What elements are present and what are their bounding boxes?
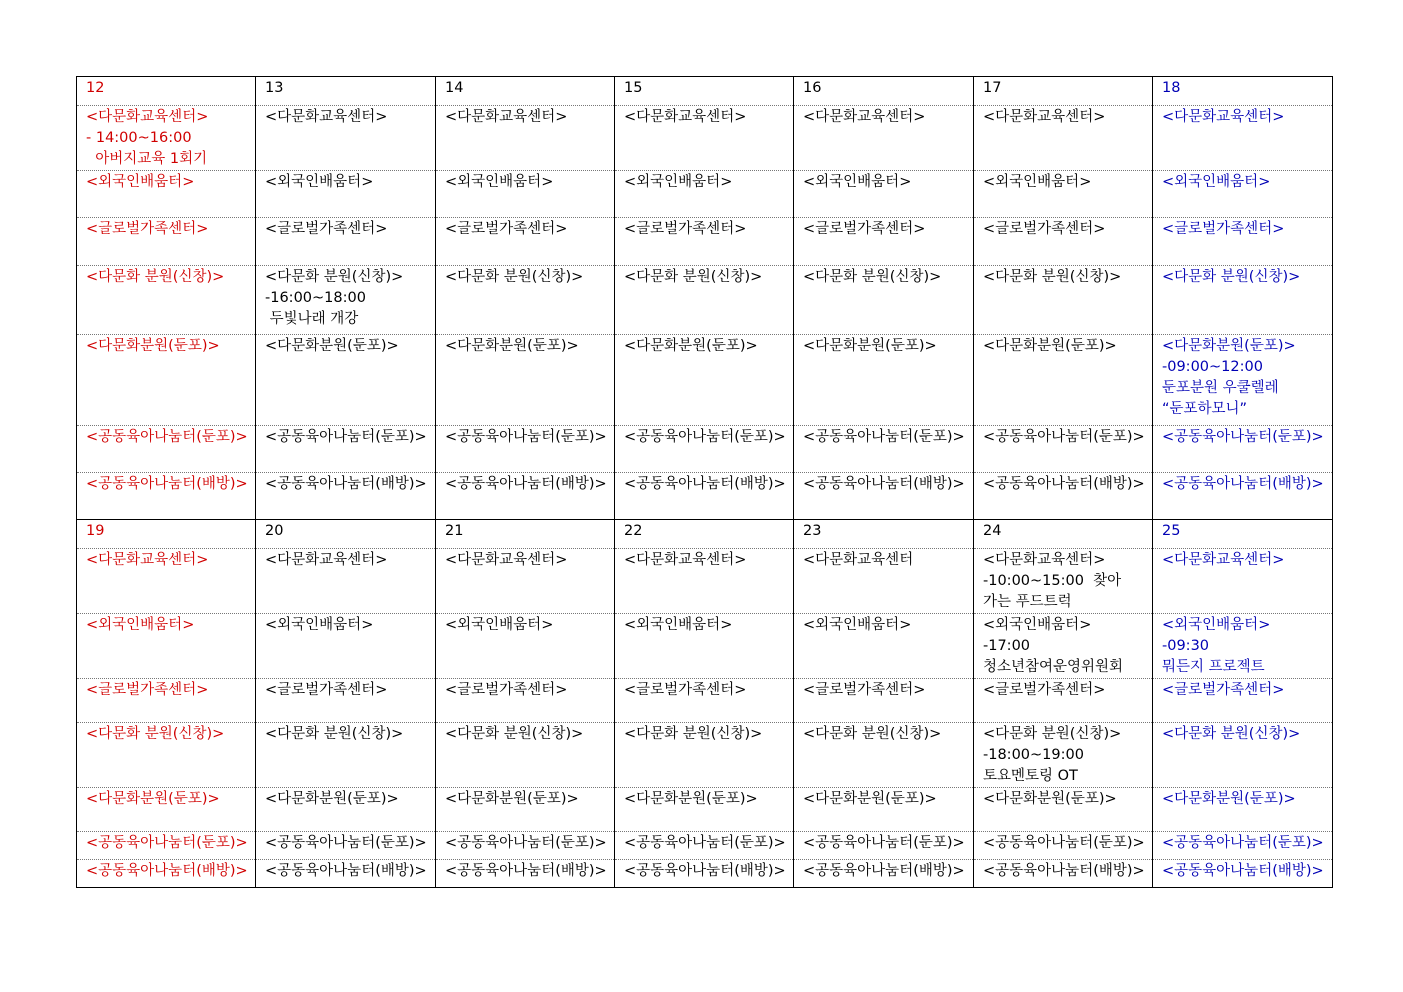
- schedule-cell: [974, 218, 1153, 266]
- schedule-cell: [794, 266, 974, 335]
- program-name: <외국인배움터>: [1162, 174, 1271, 190]
- program-name: <다문화교육센터>: [803, 109, 926, 125]
- calendar-table: [76, 76, 1333, 888]
- schedule-cell: [1153, 832, 1333, 860]
- schedule-cell: [256, 549, 436, 614]
- schedule-cell: [974, 426, 1153, 473]
- program-name: <다문화 분원(신창)>: [624, 269, 763, 285]
- schedule-cell: [1153, 679, 1333, 723]
- program-name: <다문화교육센터>: [265, 552, 388, 568]
- program-detail: 토요멘토링 OT: [983, 768, 1078, 784]
- program-row: [77, 473, 1333, 520]
- schedule-cell: [77, 788, 256, 832]
- schedule-cell: [436, 106, 615, 171]
- program-name: <다문화교육센터>: [983, 552, 1106, 568]
- schedule-cell: [974, 266, 1153, 335]
- program-name: <외국인배움터>: [624, 174, 733, 190]
- program-name: <다문화분원(둔포)>: [803, 338, 937, 354]
- program-name: <공동육아나눔터(배방)>: [86, 476, 248, 492]
- program-name: <다문화분원(둔포)>: [624, 791, 758, 807]
- program-name: <외국인배움터>: [265, 617, 374, 633]
- program-name: <다문화 분원(신창)>: [803, 269, 942, 285]
- program-name: <공동육아나눔터(둔포)>: [803, 429, 965, 445]
- program-detail: 둔포분원 우쿨렐레: [1162, 380, 1279, 396]
- schedule-cell: [256, 860, 436, 888]
- schedule-cell: [256, 614, 436, 679]
- program-row: [77, 106, 1333, 171]
- date-cell: 21: [436, 520, 615, 549]
- program-name: <다문화교육센터>: [86, 552, 209, 568]
- program-detail: -17:00: [983, 638, 1031, 654]
- program-name: <공동육아나눔터(둔포)>: [1162, 429, 1324, 445]
- schedule-cell: [1153, 266, 1333, 335]
- program-name: <다문화 분원(신창)>: [445, 269, 584, 285]
- schedule-cell: [794, 426, 974, 473]
- program-name: <외국인배움터>: [803, 174, 912, 190]
- schedule-cell: [77, 266, 256, 335]
- schedule-cell: [256, 679, 436, 723]
- program-row: [77, 832, 1333, 860]
- schedule-cell: [974, 549, 1153, 614]
- program-name: <외국인배움터>: [86, 617, 195, 633]
- schedule-cell: [794, 679, 974, 723]
- program-row: [77, 723, 1333, 788]
- schedule-cell: [974, 171, 1153, 218]
- program-name: <글로벌가족센터>: [803, 682, 926, 698]
- schedule-cell: [615, 266, 794, 335]
- program-detail: -18:00~19:00: [983, 747, 1084, 763]
- program-detail: -16:00~18:00: [265, 290, 366, 306]
- schedule-cell: [615, 171, 794, 218]
- schedule-cell: [256, 473, 436, 520]
- schedule-cell: [436, 266, 615, 335]
- schedule-cell: [77, 723, 256, 788]
- program-name: <공동육아나눔터(배방)>: [803, 863, 965, 879]
- program-name: <글로벌가족센터>: [1162, 221, 1285, 237]
- program-name: <다문화교육센터>: [445, 552, 568, 568]
- program-name: <다문화분원(둔포)>: [803, 791, 937, 807]
- schedule-cell: [256, 788, 436, 832]
- schedule-cell: [436, 473, 615, 520]
- schedule-cell: [256, 832, 436, 860]
- program-name: <공동육아나눔터(배방)>: [1162, 476, 1324, 492]
- program-name: <다문화분원(둔포)>: [265, 338, 399, 354]
- program-name: <글로벌가족센터>: [445, 221, 568, 237]
- program-name: <다문화교육센터: [803, 552, 914, 568]
- program-name: <글로벌가족센터>: [86, 682, 209, 698]
- program-name: <다문화교육센터>: [983, 109, 1106, 125]
- program-name: <공동육아나눔터(둔포)>: [624, 835, 786, 851]
- program-name: <다문화 분원(신창)>: [983, 726, 1122, 742]
- schedule-cell: [615, 679, 794, 723]
- program-name: <공동육아나눔터(둔포)>: [445, 429, 607, 445]
- program-name: <다문화 분원(신창)>: [445, 726, 584, 742]
- schedule-cell: [615, 614, 794, 679]
- program-name: <다문화 분원(신창)>: [1162, 269, 1301, 285]
- schedule-cell: [436, 860, 615, 888]
- program-name: <글로벌가족센터>: [803, 221, 926, 237]
- schedule-cell: [974, 860, 1153, 888]
- date-cell: 18: [1153, 77, 1333, 106]
- program-name: <다문화교육센터>: [1162, 109, 1285, 125]
- schedule-cell: [436, 614, 615, 679]
- schedule-cell: [974, 614, 1153, 679]
- schedule-cell: [256, 335, 436, 426]
- program-name: <외국인배움터>: [1162, 617, 1271, 633]
- program-name: <공동육아나눔터(배방)>: [983, 863, 1145, 879]
- program-name: <다문화 분원(신창)>: [983, 269, 1122, 285]
- schedule-cell: [1153, 860, 1333, 888]
- program-name: <외국인배움터>: [445, 174, 554, 190]
- schedule-cell: [256, 266, 436, 335]
- schedule-cell: [256, 106, 436, 171]
- date-cell: 25: [1153, 520, 1333, 549]
- program-name: <다문화분원(둔포)>: [445, 338, 579, 354]
- program-row: [77, 426, 1333, 473]
- program-row: [77, 549, 1333, 614]
- program-row: [77, 679, 1333, 723]
- schedule-cell: [256, 426, 436, 473]
- program-name: <다문화 분원(신창)>: [803, 726, 942, 742]
- program-name: <공동육아나눔터(배방)>: [445, 476, 607, 492]
- program-name: <다문화교육센터>: [445, 109, 568, 125]
- schedule-cell: [974, 473, 1153, 520]
- schedule-cell: [794, 218, 974, 266]
- schedule-cell: [615, 426, 794, 473]
- program-name: <다문화교육센터>: [265, 109, 388, 125]
- program-name: <외국인배움터>: [983, 617, 1092, 633]
- schedule-cell: [436, 788, 615, 832]
- program-name: <공동육아나눔터(둔포)>: [983, 835, 1145, 851]
- schedule-cell: [436, 549, 615, 614]
- schedule-cell: [77, 832, 256, 860]
- program-name: <글로벌가족센터>: [1162, 682, 1285, 698]
- schedule-cell: [77, 218, 256, 266]
- schedule-cell: [794, 106, 974, 171]
- program-name: <다문화 분원(신창)>: [265, 726, 404, 742]
- program-name: <공동육아나눔터(둔포)>: [803, 835, 965, 851]
- program-row: [77, 335, 1333, 426]
- program-name: <공동육아나눔터(배방)>: [624, 476, 786, 492]
- date-cell: 19: [77, 520, 256, 549]
- schedule-cell: [794, 335, 974, 426]
- schedule-cell: [615, 832, 794, 860]
- schedule-cell: [77, 679, 256, 723]
- schedule-cell: [77, 106, 256, 171]
- program-name: <글로벌가족센터>: [983, 682, 1106, 698]
- schedule-cell: [436, 723, 615, 788]
- schedule-cell: [1153, 788, 1333, 832]
- program-name: <다문화분원(둔포)>: [86, 338, 220, 354]
- date-row: [77, 77, 1333, 106]
- schedule-cell: [794, 723, 974, 788]
- schedule-cell: [974, 788, 1153, 832]
- schedule-cell: [974, 106, 1153, 171]
- schedule-cell: [615, 549, 794, 614]
- program-name: <공동육아나눔터(배방)>: [86, 863, 248, 879]
- program-name: <공동육아나눔터(배방)>: [803, 476, 965, 492]
- program-name: <다문화분원(둔포)>: [983, 338, 1117, 354]
- program-name: <외국인배움터>: [86, 174, 195, 190]
- schedule-cell: [77, 614, 256, 679]
- program-name: <다문화 분원(신창)>: [86, 726, 225, 742]
- program-name: <외국인배움터>: [265, 174, 374, 190]
- calendar-body: [77, 77, 1333, 888]
- schedule-cell: [794, 171, 974, 218]
- program-detail: 뭐든지 프로젝트: [1162, 659, 1265, 675]
- program-name: <글로벌가족센터>: [445, 682, 568, 698]
- schedule-cell: [794, 788, 974, 832]
- program-name: <다문화 분원(신창)>: [265, 269, 404, 285]
- date-cell: 24: [974, 520, 1153, 549]
- program-name: <다문화 분원(신창)>: [86, 269, 225, 285]
- date-cell: 14: [436, 77, 615, 106]
- program-row: [77, 266, 1333, 335]
- schedule-cell: [794, 614, 974, 679]
- schedule-cell: [1153, 426, 1333, 473]
- schedule-cell: [615, 106, 794, 171]
- program-name: <외국인배움터>: [624, 617, 733, 633]
- schedule-cell: [974, 335, 1153, 426]
- program-detail: -09:30: [1162, 638, 1210, 654]
- program-name: <글로벌가족센터>: [624, 221, 747, 237]
- schedule-cell: [256, 723, 436, 788]
- program-name: <글로벌가족센터>: [624, 682, 747, 698]
- date-cell: 23: [794, 520, 974, 549]
- program-detail: 두빛나래 개강: [265, 311, 359, 327]
- program-name: <공동육아나눔터(둔포)>: [86, 429, 248, 445]
- schedule-cell: [1153, 171, 1333, 218]
- schedule-cell: [77, 426, 256, 473]
- program-name: <다문화교육센터>: [624, 552, 747, 568]
- program-name: <다문화교육센터>: [1162, 552, 1285, 568]
- schedule-cell: [1153, 614, 1333, 679]
- schedule-cell: [256, 171, 436, 218]
- schedule-cell: [77, 860, 256, 888]
- program-name: <공동육아나눔터(둔포)>: [265, 835, 427, 851]
- program-name: <외국인배움터>: [445, 617, 554, 633]
- program-name: <공동육아나눔터(배방)>: [265, 863, 427, 879]
- program-name: <다문화교육센터>: [624, 109, 747, 125]
- program-name: <공동육아나눔터(둔포)>: [86, 835, 248, 851]
- schedule-cell: [615, 723, 794, 788]
- schedule-cell: [77, 549, 256, 614]
- date-cell: 12: [77, 77, 256, 106]
- schedule-cell: [1153, 549, 1333, 614]
- program-name: <다문화 분원(신창)>: [624, 726, 763, 742]
- date-cell: 22: [615, 520, 794, 549]
- date-cell: 13: [256, 77, 436, 106]
- schedule-cell: [794, 832, 974, 860]
- date-cell: 15: [615, 77, 794, 106]
- schedule-cell: [615, 788, 794, 832]
- program-name: <다문화분원(둔포)>: [86, 791, 220, 807]
- schedule-cell: [436, 679, 615, 723]
- program-detail: 아버지교육 1회기: [86, 151, 208, 167]
- program-name: <다문화 분원(신창)>: [1162, 726, 1301, 742]
- schedule-cell: [1153, 218, 1333, 266]
- program-row: [77, 860, 1333, 888]
- program-detail: -10:00~15:00 찾아: [983, 573, 1122, 589]
- program-name: <다문화분원(둔포)>: [624, 338, 758, 354]
- schedule-cell: [77, 473, 256, 520]
- program-name: <공동육아나눔터(둔포)>: [445, 835, 607, 851]
- program-row: [77, 218, 1333, 266]
- schedule-cell: [794, 860, 974, 888]
- schedule-cell: [615, 335, 794, 426]
- schedule-cell: [794, 473, 974, 520]
- program-name: <공동육아나눔터(배방)>: [1162, 863, 1324, 879]
- program-name: <공동육아나눔터(둔포)>: [624, 429, 786, 445]
- schedule-cell: [615, 860, 794, 888]
- schedule-cell: [1153, 106, 1333, 171]
- program-name: <공동육아나눔터(둔포)>: [1162, 835, 1324, 851]
- date-cell: 16: [794, 77, 974, 106]
- program-name: <공동육아나눔터(배방)>: [445, 863, 607, 879]
- schedule-cell: [974, 679, 1153, 723]
- program-name: <다문화분원(둔포)>: [983, 791, 1117, 807]
- schedule-cell: [974, 832, 1153, 860]
- schedule-cell: [794, 549, 974, 614]
- program-row: [77, 171, 1333, 218]
- schedule-cell: [77, 335, 256, 426]
- program-name: <다문화분원(둔포)>: [1162, 338, 1296, 354]
- program-name: <다문화교육센터>: [86, 109, 209, 125]
- schedule-cell: [615, 473, 794, 520]
- program-name: <글로벌가족센터>: [265, 682, 388, 698]
- date-cell: 17: [974, 77, 1153, 106]
- schedule-cell: [1153, 473, 1333, 520]
- schedule-cell: [436, 171, 615, 218]
- program-detail: “둔포하모니”: [1162, 401, 1248, 417]
- program-name: <공동육아나눔터(둔포)>: [983, 429, 1145, 445]
- schedule-cell: [436, 426, 615, 473]
- program-detail: 가는 푸드트럭: [983, 594, 1072, 610]
- schedule-cell: [974, 723, 1153, 788]
- program-name: <공동육아나눔터(배방)>: [624, 863, 786, 879]
- program-detail: -09:00~12:00: [1162, 359, 1263, 375]
- program-row: [77, 614, 1333, 679]
- schedule-cell: [436, 335, 615, 426]
- program-name: <글로벌가족센터>: [86, 221, 209, 237]
- schedule-cell: [436, 832, 615, 860]
- program-name: <공동육아나눔터(배방)>: [983, 476, 1145, 492]
- program-name: <다문화분원(둔포)>: [445, 791, 579, 807]
- schedule-cell: [256, 218, 436, 266]
- schedule-cell: [77, 171, 256, 218]
- schedule-cell: [436, 218, 615, 266]
- schedule-cell: [1153, 723, 1333, 788]
- date-cell: 20: [256, 520, 436, 549]
- date-row: [77, 520, 1333, 549]
- program-name: <공동육아나눔터(배방)>: [265, 476, 427, 492]
- schedule-cell: [1153, 335, 1333, 426]
- schedule-cell: [615, 218, 794, 266]
- program-row: [77, 788, 1333, 832]
- program-name: <외국인배움터>: [983, 174, 1092, 190]
- program-name: <다문화분원(둔포)>: [265, 791, 399, 807]
- program-detail: - 14:00~16:00: [86, 130, 192, 146]
- program-name: <외국인배움터>: [803, 617, 912, 633]
- program-name: <글로벌가족센터>: [983, 221, 1106, 237]
- program-name: <공동육아나눔터(둔포)>: [265, 429, 427, 445]
- program-name: <글로벌가족센터>: [265, 221, 388, 237]
- program-name: <다문화분원(둔포)>: [1162, 791, 1296, 807]
- program-detail: 청소년참여운영위원회: [983, 659, 1124, 675]
